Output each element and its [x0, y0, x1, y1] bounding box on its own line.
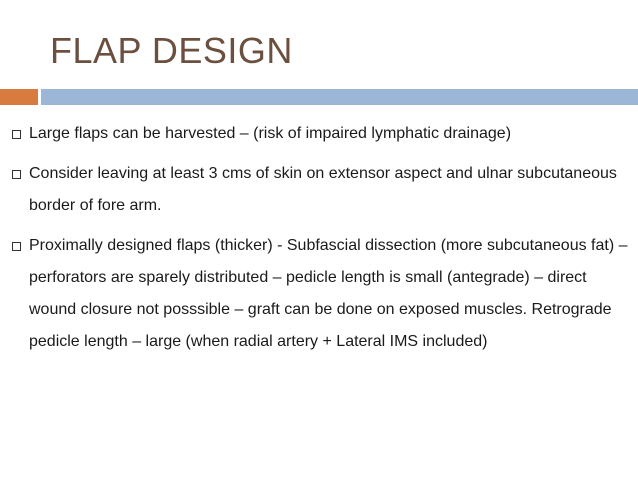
accent-bar-orange: [0, 89, 38, 105]
bullet-text: Consider leaving at least 3 cms of skin on extensor aspect and ulnar subcutaneous border of fore arm.: [29, 165, 617, 214]
bullet-item: [12, 158, 632, 222]
bullet-item: [12, 230, 632, 358]
bullet-text: Large flaps can be harvested – (risk of impaired lymphatic drainage): [29, 125, 512, 142]
bullet-item: [12, 118, 632, 150]
bullet-text: Proximally designed flaps (thicker) - Subfascial dissection (more subcutaneous fat) – perforators are sparely distributed – pedicle length is small (antegrade) – direct wound closure not posssible – graft can be done on exposed muscles. Retrograde pedicle length – large (when radial artery + Lateral IMS included): [29, 237, 628, 350]
bullet-list: [12, 118, 632, 366]
square-bullet-icon: [12, 170, 21, 179]
accent-bar-blue: [41, 89, 638, 105]
square-bullet-icon: [12, 242, 21, 251]
square-bullet-icon: [12, 130, 21, 139]
slide-title: FLAP DESIGN: [50, 30, 293, 71]
